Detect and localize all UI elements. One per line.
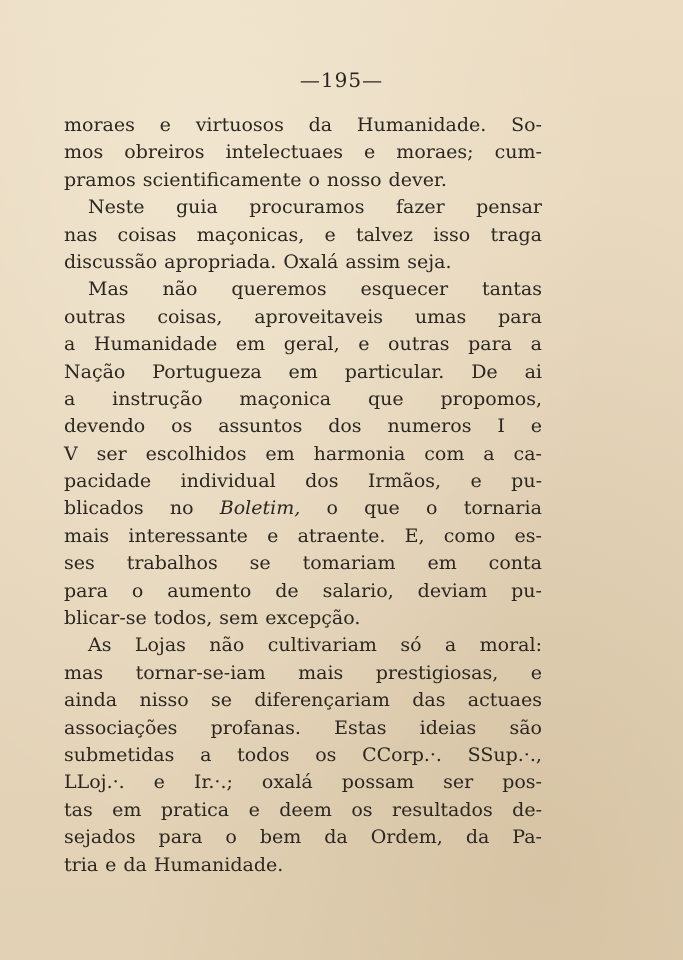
word: De [471,360,498,383]
word: em [427,552,457,575]
word: submetidas [64,743,175,766]
word: da [324,826,348,849]
text-line [64,386,542,413]
word: esquecer [360,278,449,301]
word: oxalá [261,771,313,794]
word: deviam [417,579,488,602]
word: de- [512,798,542,821]
word: são [509,716,542,739]
word: ser [443,771,474,794]
word: blicar-se [64,607,147,630]
word: a [530,333,542,356]
word: ses [64,552,95,575]
word: salario, [322,579,394,602]
word: ca- [513,442,542,465]
word: a [444,634,457,657]
word: o [131,579,144,602]
word: só [400,634,422,657]
word: os [351,798,373,821]
word: isso [433,223,471,246]
word: no [169,497,194,520]
word: sejados [64,826,136,849]
word: para [498,305,542,328]
word: em [112,798,142,821]
word: pramos [64,168,136,191]
word: particular. [344,360,445,383]
word: aproveitaveis [254,305,384,328]
word: cultivariam [267,634,377,657]
word: coisas [117,223,177,246]
text-line [64,852,542,879]
word: a [200,743,212,766]
text-line [64,550,542,577]
word: Ir.·.; [193,771,233,794]
text-line [64,797,542,824]
word: moral: [479,634,542,657]
word: Lojas [134,634,186,657]
word: talvez [355,223,413,246]
text-line [64,441,542,468]
word: que [364,497,400,520]
word: nas [64,223,98,246]
word: umas [414,305,467,328]
text-line [64,276,542,303]
word: I [497,415,505,438]
word: LLoj.·. [64,771,125,794]
word: aumento [167,579,252,602]
word: e [324,223,336,246]
text-line [64,495,542,522]
word: que [367,387,404,410]
word: da [465,826,490,849]
word: das [412,689,446,712]
word: nisso [139,689,189,712]
word: assuntos [218,415,303,438]
text-line [64,331,542,358]
word: o [308,168,320,191]
word: o [426,497,438,520]
word: propomos, [440,387,542,410]
text-line [64,139,542,166]
word: tornar-se-iam [135,661,266,684]
word: assim [345,250,401,273]
text-line [64,167,542,194]
text-line [64,715,542,742]
word: e [159,114,171,136]
word: excepção. [265,607,361,630]
word: da [308,114,333,136]
word: atraente. [297,524,386,547]
word: E, [404,524,425,547]
word: todos, [153,607,213,630]
word: CCorp.·. [362,743,442,766]
word: não [209,634,245,657]
word: Humanidade. [153,853,284,876]
word: Nação [64,360,126,383]
text-line [64,632,542,659]
text-line [64,578,542,605]
word: pacidade [64,470,152,493]
word: mas [64,661,104,684]
word: associações [64,716,178,739]
word: conta [488,552,542,575]
text-line [64,660,542,687]
word: os [315,743,337,766]
text-line [64,413,542,440]
word: para [64,579,108,602]
word: e [364,141,376,164]
text-line [64,769,542,796]
word: resultados [392,798,493,821]
word: com [424,442,465,465]
word: Pa- [512,826,542,849]
word: devendo [64,415,146,438]
word: scientificamente [142,168,302,191]
word: maçonica [239,387,332,410]
word: As [88,634,112,657]
text-line [64,249,542,276]
word: em [288,360,318,383]
word: blicados [64,497,144,520]
word: coisas, [157,305,223,328]
word: guia [175,196,218,219]
text-line [64,304,542,331]
word: geral, [283,333,340,356]
word: outras [388,333,450,356]
word: em [265,442,295,465]
word: virtuosos [195,114,284,136]
word: tantas [482,278,542,301]
word: traga [490,223,542,246]
word: outras [64,305,126,328]
text-line [64,742,542,769]
text-line [64,194,542,221]
word: o [326,497,338,520]
word: escolhidos [145,442,247,465]
word: mos [64,141,104,164]
word: da [123,853,147,876]
word: se [249,552,271,575]
word: o [225,826,237,849]
text-line [64,359,542,386]
word: trabalhos [126,552,218,575]
word: os [171,415,193,438]
word: So- [511,114,542,136]
word: Neste [88,196,145,219]
word: bem [259,826,302,849]
word: pu- [511,579,542,602]
word: Humanidade. [356,114,487,136]
word: não [162,278,198,301]
word: possam [341,771,415,794]
word: Oxalá [283,250,339,273]
word: maçonicas, [196,223,305,246]
word: e [530,415,542,438]
word: moraes [64,114,135,136]
word: Estas [334,716,387,739]
word: procuramos [249,196,365,219]
word: fazer [395,196,445,219]
word: mais [298,661,344,684]
word: para [158,826,203,849]
word: como [443,524,496,547]
word: em [235,333,266,356]
word: discussão [64,250,158,273]
word: seja. [407,250,452,273]
word: ainda [64,689,118,712]
word: deem [279,798,332,821]
word: Humanidade [93,333,218,356]
word: pratica [160,798,230,821]
text-line [64,605,542,632]
word: prestigiosas, [375,661,499,684]
word: mais [64,524,110,547]
text-line [64,112,542,139]
word: tomariam [302,552,396,575]
word: ideias [419,716,477,739]
word: Ordem, [370,826,443,849]
word: intelectuaes [225,141,343,164]
word: a [64,387,76,410]
word: e [105,853,117,876]
text-line [64,687,542,714]
word: nosso [326,168,382,191]
word: tornaria [463,497,542,520]
word: e [470,470,482,493]
word: dos [328,415,362,438]
word: dos [305,470,339,493]
word: actuaes [467,689,542,712]
word: sem [219,607,259,630]
word: Mas [88,278,129,301]
word: harmonia [313,442,406,465]
word: obreiros [124,141,205,164]
word: ser [96,442,127,465]
word: es- [514,524,542,547]
word: profanas. [210,716,301,739]
word: e [530,661,542,684]
word: e [267,524,279,547]
word: diferençariam [254,689,390,712]
word: tria [64,853,99,876]
text-line [64,222,542,249]
word: de [275,579,299,602]
word: apropriada. [164,250,277,273]
word: para [468,333,513,356]
word: e [358,333,370,356]
page-number: —195— [299,68,384,92]
word: cum- [494,141,542,164]
word: pu- [511,470,542,493]
text-line [64,824,542,851]
text-line [64,468,542,495]
word: pos- [502,771,542,794]
word: Boletim, [219,497,301,520]
word: a [64,333,76,356]
word: e [248,798,260,821]
word: ai [524,360,542,383]
word: Portugueza [152,360,262,383]
body-text [64,112,542,879]
word: e [153,771,165,794]
word: numeros [387,415,472,438]
word: dever. [388,168,447,191]
word: SSup.·., [467,743,542,766]
word: se [211,689,233,712]
word: individual [180,470,276,493]
word: todos [237,743,290,766]
word: V [64,442,78,465]
word: instrução [112,387,203,410]
word: a [483,442,495,465]
word: tas [64,798,93,821]
word: interessante [128,524,248,547]
text-line [64,523,542,550]
word: queremos [231,278,327,301]
word: moraes; [396,141,474,164]
word: pensar [476,196,542,219]
word: Irmãos, [367,470,442,493]
